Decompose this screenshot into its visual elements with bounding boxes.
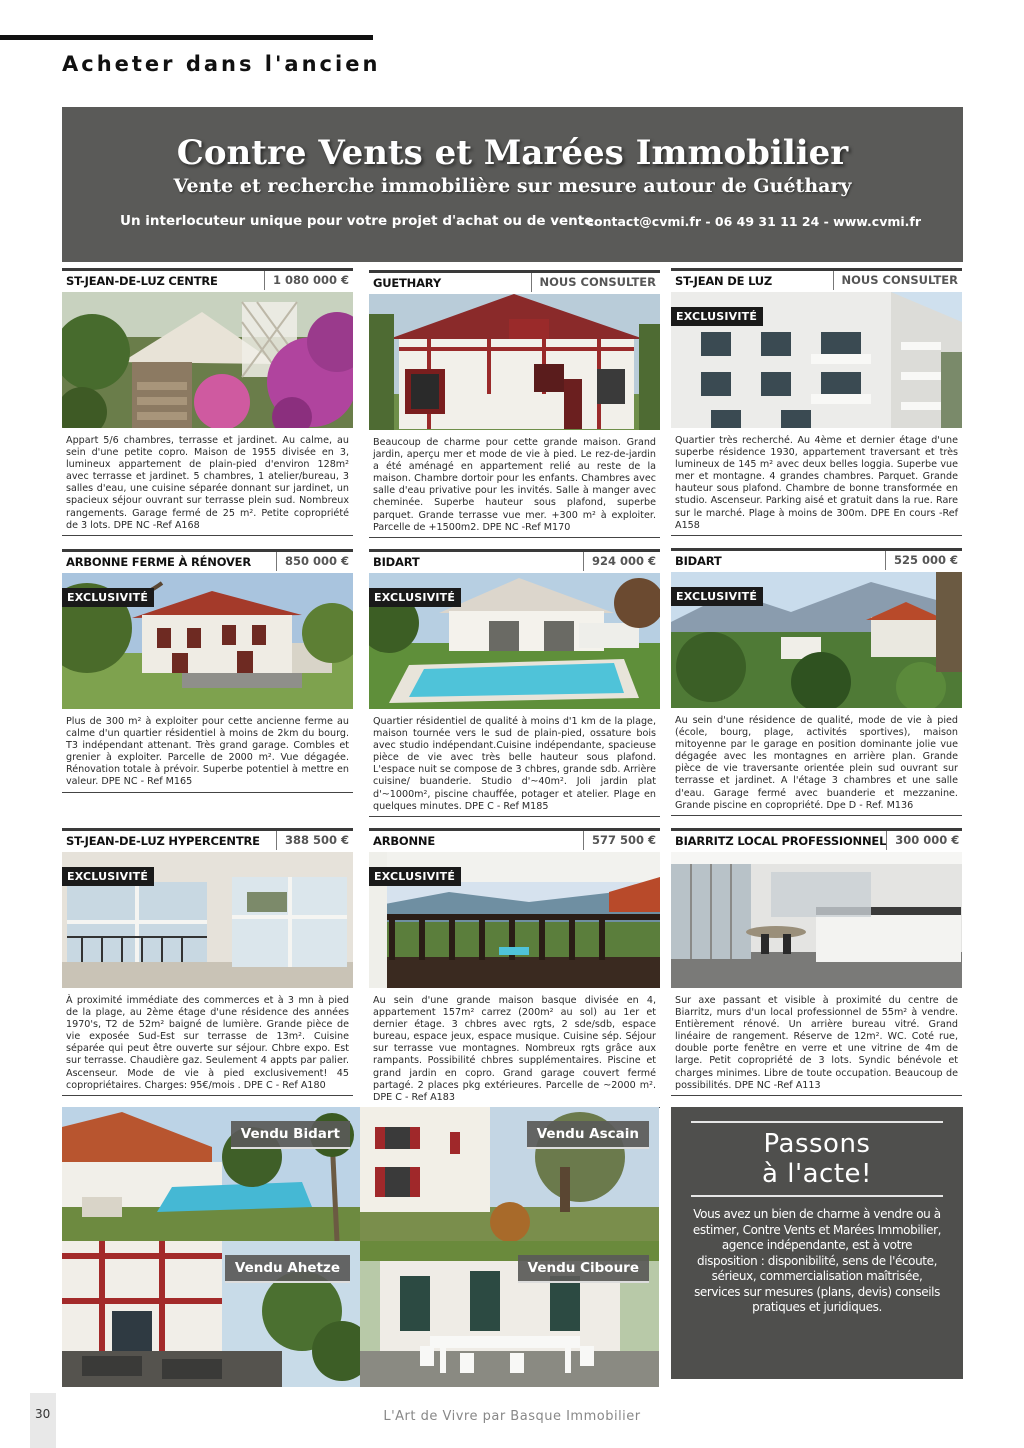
top-rule xyxy=(0,35,373,40)
listing-price: NOUS CONSULTER xyxy=(531,273,660,292)
listing-header xyxy=(369,828,660,850)
listing-header xyxy=(671,548,962,570)
listing-location: BIDART xyxy=(373,554,420,569)
listing-price: 577 500 € xyxy=(583,831,660,850)
sold-property-photo xyxy=(360,1241,659,1387)
page-number: 30 xyxy=(35,1407,51,1421)
sold-property-photo xyxy=(360,1107,659,1241)
exclusivity-badge: EXCLUSIVITÉ xyxy=(671,307,763,326)
listing-header xyxy=(369,549,660,571)
listing-description: Sur axe passant et visible à proximité du centre de Biarritz, murs d'un local professionnel de 55m² à vendre. Entièrement rénové. Un arrière bureau vitré. Grand linéaire de rangement. Réserve de 12m². WC. Coté rue, double porte fenêtre en verre et une vitrine de 4m de large. Petit copropriété de 3 lots. Syndic bénévole et charges minimes. Libre de toute occupation. Beaucoup de possibilités. DPE NC -Ref A113 xyxy=(671,995,962,1096)
listing-card[interactable] xyxy=(671,268,962,536)
listing-header xyxy=(671,828,962,850)
listing-location: BIDART xyxy=(675,553,722,568)
garden-terrace-photo xyxy=(62,292,353,428)
listing-price: 1 080 000 € xyxy=(264,271,353,290)
cta-title-line-1: Passons xyxy=(763,1129,871,1159)
listing-card[interactable] xyxy=(62,268,353,536)
cta-title-line-2: à l'acte! xyxy=(762,1159,872,1189)
exclusivity-badge: EXCLUSIVITÉ xyxy=(62,867,154,886)
sold-label: Vendu Ascain xyxy=(527,1121,649,1149)
apartment-building-photo xyxy=(671,292,962,428)
listing-price: NOUS CONSULTER xyxy=(833,271,962,290)
basque-house-photo xyxy=(369,294,660,430)
office-space-photo xyxy=(671,852,962,988)
listing-card[interactable] xyxy=(62,549,353,793)
exclusivity-badge: EXCLUSIVITÉ xyxy=(671,587,763,606)
listing-card[interactable] xyxy=(369,549,660,817)
listing-price: 850 000 € xyxy=(276,552,353,571)
call-to-action-box xyxy=(671,1107,963,1379)
empty-living-room-photo xyxy=(62,852,353,988)
farmhouse-photo xyxy=(62,573,353,709)
listing-location: ST-JEAN-DE-LUZ HYPERCENTRE xyxy=(66,833,260,848)
listing-description: Plus de 300 m² à exploiter pour cette ancienne ferme au calme d'un quartier résidentiel à moins de 2km du bourg. T3 indépendant attenant. Très grand garage. Combles et grenier à exploiter. Parcelle de 2000 m². Vue dégagée. Rénovation totale à prévoir. Superbe potentiel à mettre en valeur. DPE NC - Ref M165 xyxy=(62,716,353,793)
cta-top-rule xyxy=(691,1121,943,1123)
pool-house-photo xyxy=(369,573,660,709)
listing-location: GUETHARY xyxy=(373,275,441,290)
listing-card[interactable] xyxy=(369,828,660,1108)
cta-title xyxy=(671,1129,963,1189)
listing-description: Au sein d'une grande maison basque divisée en 4, appartement 157m² carrez (200m² au sol) au 1er et dernier étage. 3 chbres avec rgts, 2 sde/sdb, espace bureau, espace jeux, espace musique. Cuisine sép. Séjour sur terrasse vue montagnes. Nombreux rgts grâce aux rampants. Possibilité chbres supplémentaires. Piscine et grand jardin en copro. Grand garage couvert fermé partagé. 2 places pkg extérieures. Parcelle de ~2000 m². DPE C - Ref A183 xyxy=(369,995,660,1108)
cta-middle-rule xyxy=(691,1195,943,1197)
sold-label: Vendu Bidart xyxy=(231,1121,350,1149)
listing-location: ARBONNE xyxy=(373,833,436,848)
listing-price: 388 500 € xyxy=(276,831,353,850)
listing-location: BIARRITZ LOCAL PROFESSIONNEL xyxy=(675,833,887,848)
listing-card[interactable] xyxy=(62,828,353,1096)
listing-price: 924 000 € xyxy=(583,552,660,571)
listing-price: 300 000 € xyxy=(886,831,963,850)
listing-description: Quartier résidentiel de qualité à moins d'1 km de la plage, maison tournée vers le sud de plain-pied, ossature bois avec studio indépendant.Cuisine indépendante, spacieuse pièce de vie avec très belle hauteur sous plafond. L'espace nuit se compose de 3 chbres, grande sdb. Arrière cuisine/ buanderie. Studio d'~40m². Joli jardin plat d'~1000m², piscine chauffée, potager et atelier. Plage en quelques minutes. DPE C - Ref M185 xyxy=(369,716,660,817)
cta-message: Vous avez un bien de charme à vendre ou à estimer, Contre Vents et Marées Immobilier, agence indépendante, est à votre disposition : disponibilité, sens de l'écoute, sérieux, commercialisation maîtrisée, services sur mesures (plans, devis) conseils pratiques et juridiques. xyxy=(692,1207,942,1314)
listing-location: ST-JEAN-DE-LUZ CENTRE xyxy=(66,273,218,288)
listing-location: ST-JEAN DE LUZ xyxy=(675,273,773,288)
agency-pitch: Un interlocuteur unique pour votre projet d'achat ou de vente. xyxy=(120,213,599,229)
listing-description: À proximité immédiate des commerces et à 3 mn à pied de la plage, au 2ème étage d'une résidence des années 1970's, T2 de 52m² baigné de lumière. Grande pièce de vie exposée Sud-Est sur terrasse de 13m². Cuisine séparée qui peut être ouverte sur séjour. Chbre expo. Est sur terrasse. Chaudière gaz. Seulement 4 appts par palier. Ascenseur. Mode de vie à pied exclusivement! 45 copropriétaires. Charges: 95€/mois . DPE C - Ref A180 xyxy=(62,995,353,1096)
exclusivity-badge: EXCLUSIVITÉ xyxy=(369,588,461,607)
listing-card[interactable] xyxy=(369,270,660,538)
balcony-view-photo xyxy=(369,852,660,988)
listing-header xyxy=(62,549,353,571)
agency-contact[interactable]: contact@cvmi.fr - 06 49 31 11 24 - www.cvmi.fr xyxy=(586,214,921,229)
exclusivity-badge: EXCLUSIVITÉ xyxy=(62,588,154,607)
listing-location: ARBONNE FERME À RÉNOVER xyxy=(66,554,251,569)
agency-name: Contre Vents et Marées Immobilier xyxy=(176,133,849,173)
exclusivity-badge: EXCLUSIVITÉ xyxy=(369,867,461,886)
listing-card[interactable] xyxy=(671,548,962,816)
listing-card[interactable] xyxy=(671,828,962,1096)
sold-label: Vendu Ciboure xyxy=(518,1255,649,1283)
mountain-view-photo xyxy=(671,572,962,708)
listing-header xyxy=(62,828,353,850)
agency-banner xyxy=(62,107,963,262)
footer-title: L'Art de Vivre par Basque Immobilier xyxy=(383,1409,641,1424)
listing-header xyxy=(671,268,962,290)
sold-property-photo xyxy=(62,1241,360,1387)
sold-label: Vendu Ahetze xyxy=(225,1255,350,1283)
listing-description: Quartier très recherché. Au 4ème et dernier étage d'une superbe résidence 1930, appartement traversant et très lumineux de 145 m² avec deux belles loggia. Superbe vue mer et montagne. 4 grandes chambres. Parquet. Grande hauteur sous plafond. Chambre de bonne transformée en studio. Ascenseur. Parking aisé et gratuit dans la rue. Rare sur le marché. Plage à moins de 300m. DPE En cours -Ref A158 xyxy=(671,435,962,536)
listing-description: Beaucoup de charme pour cette grande maison. Grand jardin, aperçu mer et mode de vie à pied. Le rez-de-jardin a été aménagé en appartement relié au reste de la maison. Chambre dortoir pour les enfants. Chambres avec salle d'eau privative pour les invités. Salle à manger avec cheminée. Superbe hauteur sous plafond, superbe parquet. Grande terrasse vue mer. +300 m² à exploiter. Parcelle de +1500m2. DPE NC -Ref M170 xyxy=(369,437,660,538)
agency-tagline: Vente et recherche immobilière sur mesure autour de Guéthary xyxy=(173,175,852,197)
listing-header xyxy=(369,270,660,292)
listing-description: Appart 5/6 chambres, terrasse et jardinet. Au calme, au sein d'une petite copro. Maison de 1955 divisée en 3, lumineux appartement de plain-pied d'environ 128m² avec terrasse et jardinet. 5 chambres, 1 atelier/bureau, 3 salles d'eau, une cuisine séparée donnant sur jardinet, un spacieux séjour ouvrant sur terrasse plein sud. Nombreux rangements. Garage fermé de 25 m². Petite copropriété de 3 lots. DPE NC -Ref A168 xyxy=(62,435,353,536)
listing-price: 525 000 € xyxy=(885,551,962,570)
section-title: Acheter dans l'ancien xyxy=(62,52,381,76)
listing-header xyxy=(62,268,353,290)
sold-property-photo xyxy=(62,1107,360,1241)
listing-description: Au sein d'une résidence de qualité, mode de vie à pied (école, bourg, plage, activités sportives), maison mitoyenne par le garage en position dominante jolie vue dégagée avec les montagnes en arrière plan. Grande pièce de vie traversante orientée plein sud ouvrant sur terrasse et jardinet. A l'étage 3 chambres et une salle d'eau. Garage fermé avec buanderie et mezzanine. Grande piscine en copropriété. Dpe D - Ref. M136 xyxy=(671,715,962,816)
